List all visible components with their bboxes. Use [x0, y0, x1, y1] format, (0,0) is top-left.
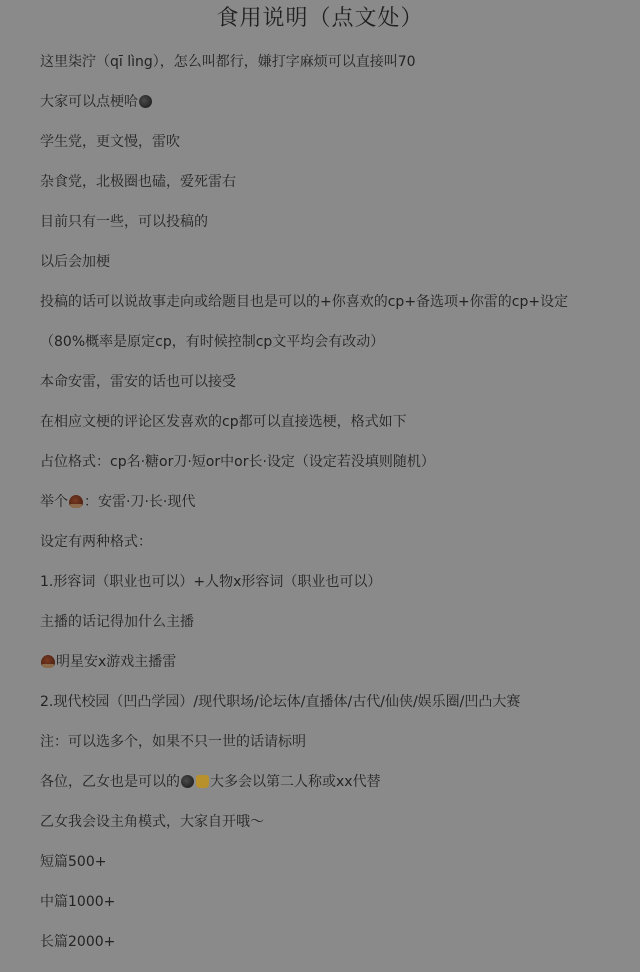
text-line: 大家可以点梗哈 — [40, 90, 630, 130]
text-line: 目前只有一些，可以投稿的 — [40, 214, 208, 230]
dark-face-icon — [181, 775, 194, 788]
text-line: 中篇1000+ — [40, 894, 116, 910]
text-line: 各位，乙女也是可以的 大多会以第二人称或xx代替 — [40, 774, 381, 790]
text-line: 本命安雷，雷安的话也可以接受 — [40, 374, 236, 390]
dark-face-icon — [139, 95, 152, 108]
text-line: 设定有两种格式： — [40, 534, 152, 550]
text-line: 注：可以选多个，如果不只一世的话请标明 — [40, 734, 306, 750]
text-line: 杂食党，北极圈也磕，爱死雷右 — [40, 174, 236, 190]
text-line: 长篇2000+ — [40, 934, 116, 950]
text-line: 学生党，更文慢，雷吹 — [40, 134, 180, 150]
text-line: 在相应文梗的评论区发喜欢的cp都可以直接选梗，格式如下 — [40, 414, 407, 430]
text-line: 2.现代校园（凹凸学园）/现代职场/论坛体/直播体/古代/仙侠/娱乐圈/凹凸大赛 — [40, 694, 521, 710]
thumbs-up-icon — [196, 775, 209, 788]
text-lines — [40, 50, 630, 970]
text-line: 乙女我会设主角模式，大家自开哦～ — [40, 814, 264, 830]
text-line: 以后会加梗 — [40, 254, 110, 270]
page-title: 食用说明（点文处） — [216, 6, 424, 31]
chestnut-icon — [69, 495, 83, 508]
chestnut-icon — [41, 655, 55, 668]
text-line: 这里柒泞（qī lìng），怎么叫都行，嫌打字麻烦可以直接叫70 — [40, 54, 416, 70]
text-line: 1.形容词（职业也可以）+人物x形容词（职业也可以） — [40, 574, 382, 590]
text-line: 明星安x游戏主播雷 — [40, 650, 630, 690]
text-line: 短篇500+ — [40, 854, 107, 870]
text-line: 投稿的话可以说故事走向或给题目也是可以的+你喜欢的cp+备选项+你雷的cp+设定 — [40, 294, 569, 310]
text-line: 占位格式：cp名·糖or刀·短or中or长·设定（设定若没填则随机） — [40, 454, 435, 470]
text-line: （80%概率是原定cp，有时候控制cp文平均会有改动） — [40, 334, 385, 350]
text-line: 主播的话记得加什么主播 — [40, 614, 194, 630]
text-line: 举个 ：安雷·刀·长·现代 — [40, 494, 196, 510]
